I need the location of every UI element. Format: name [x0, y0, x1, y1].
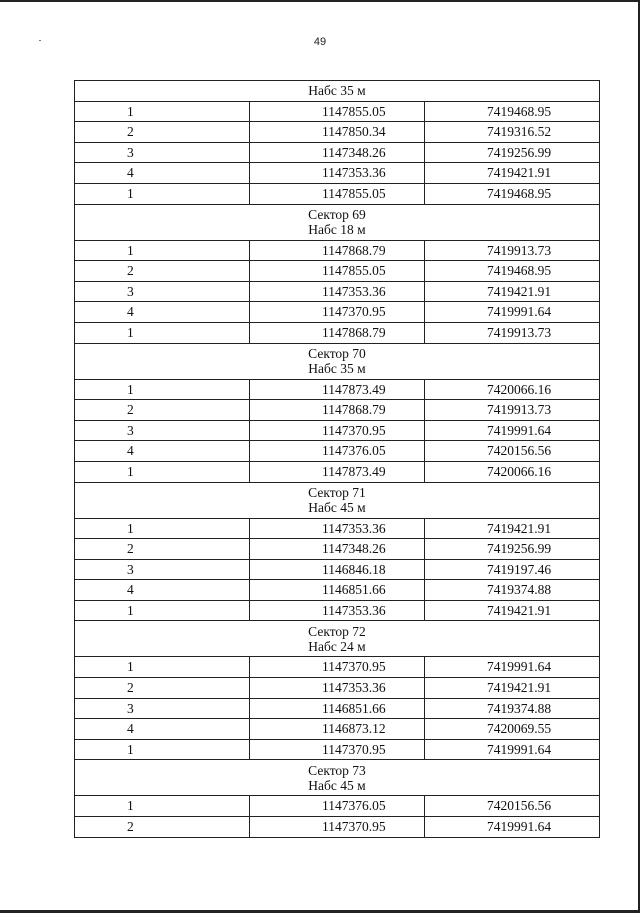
- table-row: [75, 322, 600, 343]
- table-row: [75, 240, 600, 261]
- y-coordinate-cell: 7419468.95: [425, 261, 600, 282]
- sector-title: Сектор 72: [308, 623, 366, 639]
- table-row: [75, 539, 600, 560]
- section-header: [75, 621, 600, 657]
- table-row: [75, 163, 600, 184]
- sector-title: Сектор 73: [308, 762, 366, 778]
- point-number-cell: 1: [75, 240, 250, 261]
- section-header: [75, 204, 600, 240]
- table-row: [75, 698, 600, 719]
- y-coordinate-cell: 7419991.64: [425, 657, 600, 678]
- y-coordinate-cell: 7419991.64: [425, 302, 600, 323]
- sector-title: Сектор 70: [308, 346, 366, 362]
- x-coordinate-cell: 1147868.79: [250, 240, 425, 261]
- section-header: [75, 482, 600, 518]
- y-coordinate-cell: 7419913.73: [425, 322, 600, 343]
- point-number-cell: 2: [75, 678, 250, 699]
- absolute-height-label: Набс 45 м: [308, 500, 366, 515]
- table-row: [75, 461, 600, 482]
- y-coordinate-cell: 7419991.64: [425, 817, 600, 838]
- x-coordinate-cell: 1147370.95: [250, 302, 425, 323]
- point-number-cell: 2: [75, 400, 250, 421]
- point-number-cell: 1: [75, 379, 250, 400]
- x-coordinate-cell: 1147370.95: [250, 739, 425, 760]
- x-coordinate-cell: 1147353.36: [250, 518, 425, 539]
- point-number-cell: 4: [75, 441, 250, 462]
- y-coordinate-cell: 7419468.95: [425, 183, 600, 204]
- section-header: [75, 760, 600, 796]
- y-coordinate-cell: 7419991.64: [425, 739, 600, 760]
- section-header-row: [75, 204, 600, 240]
- section-header: [75, 81, 600, 102]
- x-coordinate-cell: 1147353.36: [250, 281, 425, 302]
- absolute-height-label: Набс 24 м: [308, 638, 366, 654]
- x-coordinate-cell: 1147868.79: [250, 400, 425, 421]
- section-header-row: [75, 81, 600, 102]
- table-row: [75, 796, 600, 817]
- point-number-cell: 2: [75, 539, 250, 560]
- x-coordinate-cell: 1147873.49: [250, 379, 425, 400]
- x-coordinate-cell: 1147353.36: [250, 600, 425, 621]
- y-coordinate-cell: 7419421.91: [425, 163, 600, 184]
- y-coordinate-cell: 7420156.56: [425, 796, 600, 817]
- table-row: [75, 580, 600, 601]
- point-number-cell: 1: [75, 518, 250, 539]
- table-row: [75, 400, 600, 421]
- point-number-cell: 3: [75, 281, 250, 302]
- point-number-cell: 1: [75, 657, 250, 678]
- x-coordinate-cell: 1147353.36: [250, 678, 425, 699]
- table-row: [75, 739, 600, 760]
- x-coordinate-cell: 1147855.05: [250, 101, 425, 122]
- y-coordinate-cell: 7420156.56: [425, 441, 600, 462]
- table-row: [75, 518, 600, 539]
- table-row: [75, 600, 600, 621]
- point-number-cell: 1: [75, 461, 250, 482]
- x-coordinate-cell: 1146846.18: [250, 559, 425, 580]
- point-number-cell: 4: [75, 163, 250, 184]
- table-row: [75, 379, 600, 400]
- x-coordinate-cell: 1146851.66: [250, 580, 425, 601]
- table-row: [75, 101, 600, 122]
- point-number-cell: 3: [75, 698, 250, 719]
- x-coordinate-cell: 1147353.36: [250, 163, 425, 184]
- y-coordinate-cell: 7419256.99: [425, 142, 600, 163]
- point-number-cell: 2: [75, 261, 250, 282]
- y-coordinate-cell: 7419913.73: [425, 240, 600, 261]
- x-coordinate-cell: 1147348.26: [250, 539, 425, 560]
- y-coordinate-cell: 7419256.99: [425, 539, 600, 560]
- x-coordinate-cell: 1147868.79: [250, 322, 425, 343]
- y-coordinate-cell: 7419374.88: [425, 580, 600, 601]
- y-coordinate-cell: 7419197.46: [425, 559, 600, 580]
- absolute-height-label: Набс 35 м: [308, 83, 366, 99]
- point-number-cell: 2: [75, 122, 250, 143]
- table-row: [75, 142, 600, 163]
- x-coordinate-cell: 1146873.12: [250, 719, 425, 740]
- x-coordinate-cell: 1146851.66: [250, 698, 425, 719]
- y-coordinate-cell: 7419421.91: [425, 678, 600, 699]
- table-row: [75, 817, 600, 838]
- point-number-cell: 1: [75, 322, 250, 343]
- absolute-height-label: Набс 45 м: [308, 777, 366, 793]
- y-coordinate-cell: 7419421.91: [425, 600, 600, 621]
- point-number-cell: 3: [75, 420, 250, 441]
- y-coordinate-cell: 7419421.91: [425, 281, 600, 302]
- y-coordinate-cell: 7419316.52: [425, 122, 600, 143]
- table-row: [75, 302, 600, 323]
- point-number-cell: 3: [75, 559, 250, 580]
- x-coordinate-cell: 1147855.05: [250, 183, 425, 204]
- section-header-row: [75, 760, 600, 796]
- point-number-cell: 4: [75, 580, 250, 601]
- y-coordinate-cell: 7419421.91: [425, 518, 600, 539]
- y-coordinate-cell: 7419991.64: [425, 420, 600, 441]
- coordinates-table-body: [75, 81, 600, 838]
- x-coordinate-cell: 1147370.95: [250, 420, 425, 441]
- point-number-cell: 1: [75, 600, 250, 621]
- point-number-cell: 3: [75, 142, 250, 163]
- section-header-row: [75, 482, 600, 518]
- y-coordinate-cell: 7420066.16: [425, 379, 600, 400]
- table-row: [75, 122, 600, 143]
- x-coordinate-cell: 1147855.05: [250, 261, 425, 282]
- point-number-cell: 4: [75, 719, 250, 740]
- x-coordinate-cell: 1147376.05: [250, 796, 425, 817]
- table-row: [75, 559, 600, 580]
- y-coordinate-cell: 7420069.55: [425, 719, 600, 740]
- y-coordinate-cell: 7419374.88: [425, 698, 600, 719]
- point-number-cell: 1: [75, 739, 250, 760]
- table-row: [75, 441, 600, 462]
- x-coordinate-cell: 1147376.05: [250, 441, 425, 462]
- point-number-cell: 1: [75, 183, 250, 204]
- absolute-height-label: Набс 35 м: [308, 361, 366, 377]
- y-coordinate-cell: 7419468.95: [425, 101, 600, 122]
- page-number: 49: [313, 36, 327, 48]
- point-number-cell: 1: [75, 796, 250, 817]
- y-coordinate-cell: 7419913.73: [425, 400, 600, 421]
- absolute-height-label: Набс 18 м: [308, 222, 366, 238]
- sector-title: Сектор 69: [308, 207, 366, 223]
- table-row: [75, 183, 600, 204]
- table-row: [75, 657, 600, 678]
- point-number-cell: 4: [75, 302, 250, 323]
- section-header-row: [75, 343, 600, 379]
- coordinates-table: [74, 80, 600, 838]
- x-coordinate-cell: 1147873.49: [250, 461, 425, 482]
- x-coordinate-cell: 1147348.26: [250, 142, 425, 163]
- table-row: [75, 420, 600, 441]
- point-number-cell: 1: [75, 101, 250, 122]
- table-row: [75, 281, 600, 302]
- table-row: [75, 261, 600, 282]
- section-header: [75, 343, 600, 379]
- sector-title: Сектор 71: [308, 485, 366, 500]
- table-row: [75, 719, 600, 740]
- x-coordinate-cell: 1147370.95: [250, 657, 425, 678]
- x-coordinate-cell: 1147850.34: [250, 122, 425, 143]
- section-header-row: [75, 621, 600, 657]
- table-row: [75, 678, 600, 699]
- x-coordinate-cell: 1147370.95: [250, 817, 425, 838]
- y-coordinate-cell: 7420066.16: [425, 461, 600, 482]
- point-number-cell: 2: [75, 817, 250, 838]
